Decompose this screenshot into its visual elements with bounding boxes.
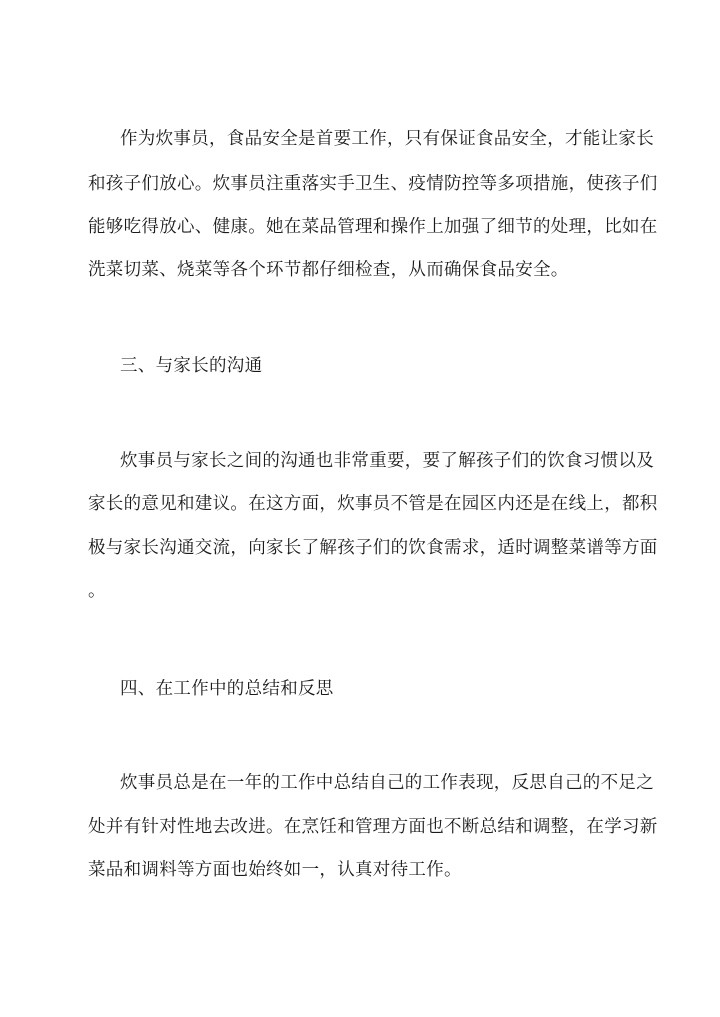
paragraph-line: 能够吃得放心、健康。她在菜品管理和操作上加强了细节的处理，比如在 <box>88 217 658 237</box>
paragraph-line: 作为炊事员，食品安全是首要工作，只有保证食品安全，才能让家长 <box>120 129 654 149</box>
paragraph-line: 菜品和调料等方面也始终如一，认真对待工作。 <box>88 860 462 880</box>
section-heading-summary-reflection: 四、在工作中的总结和反思 <box>120 679 334 699</box>
paragraph-line: 炊事员总是在一年的工作中总结自己的工作表现，反思自己的不足之 <box>120 773 654 793</box>
paragraph-line: 。 <box>88 581 106 601</box>
section-heading-parent-communication: 三、与家长的沟通 <box>120 356 263 376</box>
paragraph-line: 洗菜切菜、烧菜等各个环节都仔细检查，从而确保食品安全。 <box>88 260 569 280</box>
paragraph-line: 处并有针对性地去改进。在烹饪和管理方面也不断总结和调整，在学习新 <box>88 817 658 837</box>
paragraph-line: 家长的意见和建议。在这方面，炊事员不管是在园区内还是在线上，都积 <box>88 494 658 514</box>
paragraph-line: 极与家长沟通交流，向家长了解孩子们的饮食需求，适时调整菜谱等方面 <box>88 538 658 558</box>
paragraph-line: 炊事员与家长之间的沟通也非常重要，要了解孩子们的饮食习惯以及 <box>120 451 654 471</box>
paragraph-line: 和孩子们放心。炊事员注重落实手卫生、疫情防控等多项措施，使孩子们 <box>88 174 658 194</box>
